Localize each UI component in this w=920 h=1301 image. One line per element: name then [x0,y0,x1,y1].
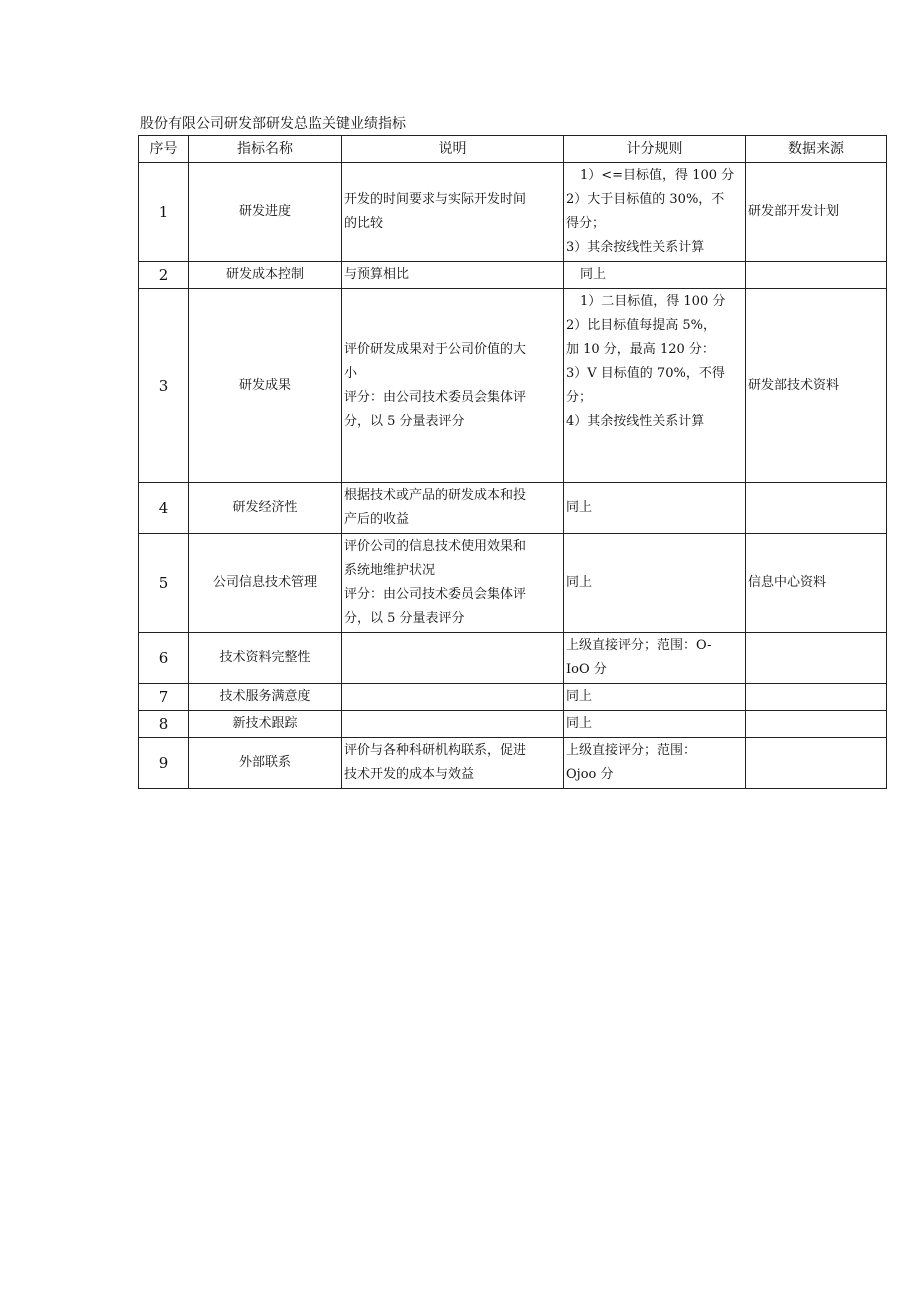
cell-text-line: 同上 [566,500,593,515]
kpi-table [138,135,887,789]
cell-text-line: 评分：由公司技术委员会集体评 [344,389,527,405]
cell-indicator-name: 公司信息技术管理 [189,534,342,633]
cell-data-source [746,633,887,684]
cell-data-source: 研发部技术资料 [746,289,887,483]
cell-no: 2 [139,262,189,289]
table-row [139,738,887,789]
cell-text-line: 开发的时间要求与实际开发时间 [344,192,527,207]
cell-no: 9 [139,738,189,789]
table-row [139,163,887,262]
cell-text-line: 小 [344,365,358,381]
cell-data-source [746,711,887,738]
cell-text-line: 上级直接评分；范围： [566,743,697,758]
cell-indicator-name: 研发成果 [189,289,342,483]
cell-text-line: 评价与各种科研机构联系，促进 [344,743,527,758]
cell-description [342,163,564,262]
cell-text-line: 与预算相比 [344,267,410,282]
cell-text-line: 同上 [566,689,593,704]
cell-text-line: 评价研发成果对于公司价值的大 [344,341,527,357]
cell-text-line: 分，以 5 分量表评分 [344,611,465,626]
cell-text-line: IoO 分 [566,662,607,677]
cell-no: 8 [139,711,189,738]
cell-text-line: 1）<=目标值，得 100 分 [580,168,735,183]
cell-text-line: 分，以 5 分量表评分 [344,413,465,429]
cell-text-line: 系统地维护状况 [344,563,436,578]
header-no: 序号 [139,136,189,163]
cell-text-line: 评分：由公司技术委员会集体评 [344,587,527,602]
table-row [139,534,887,633]
cell-no: 6 [139,633,189,684]
cell-text-line: 得分； [566,216,606,231]
cell-description [342,483,564,534]
cell-scoring-rule [564,163,746,262]
cell-indicator-name: 外部联系 [189,738,342,789]
table-row [139,711,887,738]
cell-data-source: 信息中心资料 [746,534,887,633]
header-description: 说明 [342,136,564,163]
cell-text-line: 4）其余按线性关系计算 [566,414,705,429]
cell-text-line: 3）V 目标值的 70%，不得 [566,366,725,381]
table-row [139,289,887,483]
cell-no: 4 [139,483,189,534]
table-header-row [139,136,887,163]
cell-text-line: 同上 [566,575,593,590]
cell-text-line: 评价公司的信息技术使用效果和 [344,539,527,554]
table-body [139,163,887,789]
cell-text-line: 技术开发的成本与效益 [344,767,475,782]
cell-indicator-name: 技术资料完整性 [189,633,342,684]
cell-description [342,262,564,289]
cell-description [342,289,564,483]
cell-no: 5 [139,534,189,633]
cell-indicator-name: 研发经济性 [189,483,342,534]
cell-no: 3 [139,289,189,483]
cell-scoring-rule [564,711,746,738]
cell-scoring-rule [564,483,746,534]
cell-data-source [746,738,887,789]
cell-no: 7 [139,684,189,711]
cell-text-line: 2）大于目标值的 30%，不 [566,192,725,207]
cell-data-source [746,262,887,289]
header-name: 指标名称 [189,136,342,163]
header-scoring-rule: 计分规则 [564,136,746,163]
cell-scoring-rule [564,738,746,789]
cell-no: 1 [139,163,189,262]
cell-text-line: Ojoo 分 [566,767,614,782]
document-title: 股份有限公司研发部研发总监关键业绩指标 [140,116,406,132]
cell-description [342,633,564,684]
cell-text-line: 的比较 [344,216,384,231]
cell-indicator-name: 研发成本控制 [189,262,342,289]
cell-text-line: 2）比目标值每提高 5%， [566,318,717,333]
cell-indicator-name: 技术服务满意度 [189,684,342,711]
cell-text-line: 3）其余按线性关系计算 [566,240,705,255]
cell-text-line: 分； [566,390,593,405]
cell-text-line: 产后的收益 [344,512,410,527]
cell-text-line: 同上 [580,267,607,282]
cell-description [342,711,564,738]
table-row [139,633,887,684]
cell-description [342,738,564,789]
cell-indicator-name: 研发进度 [189,163,342,262]
cell-text-line: 1）二目标值，得 100 分 [580,294,726,309]
cell-data-source: 研发部开发计划 [746,163,887,262]
cell-description [342,534,564,633]
cell-description [342,684,564,711]
table-row [139,262,887,289]
cell-text-line: 上级直接评分；范围：O- [566,638,712,653]
table-row [139,684,887,711]
cell-scoring-rule [564,534,746,633]
cell-indicator-name: 新技术跟踪 [189,711,342,738]
cell-data-source [746,684,887,711]
cell-scoring-rule [564,289,746,483]
cell-scoring-rule [564,684,746,711]
table-row [139,483,887,534]
cell-text-line: 加 10 分，最高 120 分： [566,342,715,357]
cell-data-source [746,483,887,534]
cell-text-line: 同上 [566,716,593,731]
cell-scoring-rule [564,262,746,289]
cell-text-line: 根据技术或产品的研发成本和投 [344,488,527,503]
header-data-source: 数据来源 [746,136,887,163]
cell-scoring-rule [564,633,746,684]
